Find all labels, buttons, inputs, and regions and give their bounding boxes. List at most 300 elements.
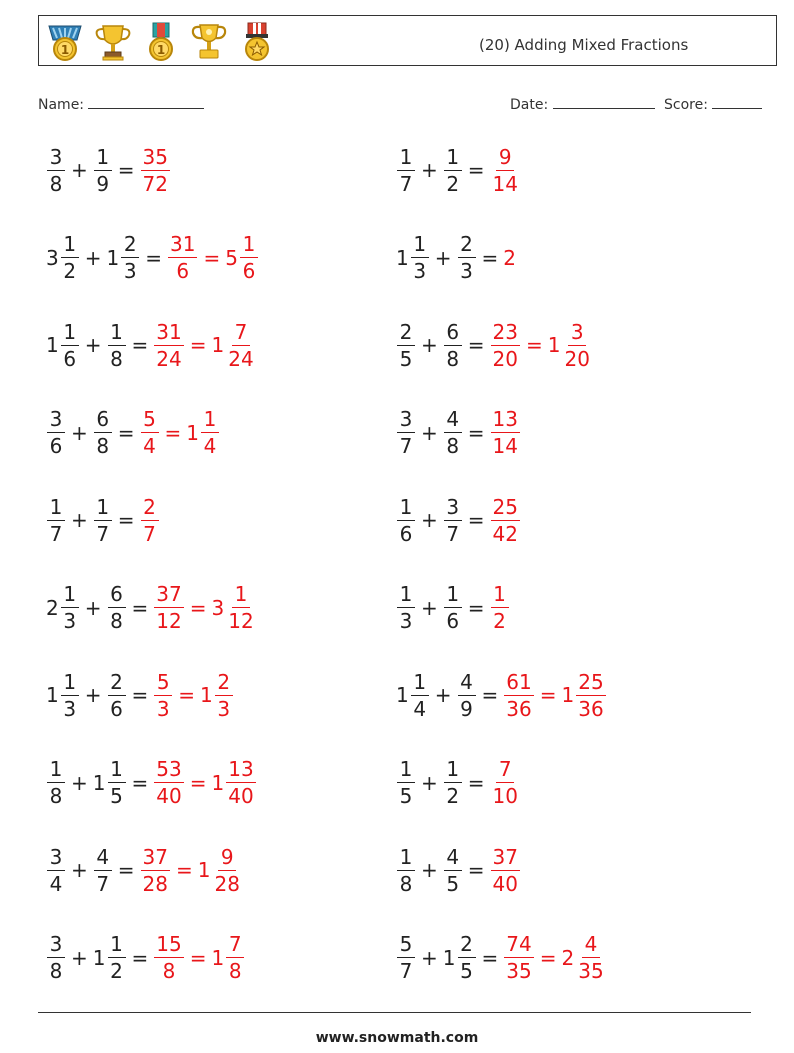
numerator: 1 xyxy=(61,584,79,608)
fraction xyxy=(61,319,79,371)
footer-url: www.snowmath.com xyxy=(315,1030,479,1046)
denominator: 8 xyxy=(446,346,460,371)
denominator: 3 xyxy=(217,696,231,721)
fraction xyxy=(397,494,415,546)
fraction xyxy=(444,144,462,196)
whole-number: 1 xyxy=(92,945,106,970)
fraction xyxy=(458,669,476,721)
numerator: 1 xyxy=(108,934,126,958)
answer-fraction xyxy=(491,494,520,546)
fraction xyxy=(47,144,65,196)
answer-mixed xyxy=(211,584,256,631)
numerator: 5 xyxy=(397,934,415,958)
numerator: 9 xyxy=(496,147,514,171)
fraction xyxy=(212,844,241,896)
denominator: 7 xyxy=(399,959,413,983)
plus-sign: + xyxy=(84,683,102,707)
denominator: 3 xyxy=(63,696,77,721)
numerator: 31 xyxy=(170,232,196,256)
answer-mixed xyxy=(547,319,593,371)
answer xyxy=(490,844,521,896)
fraction xyxy=(226,319,255,371)
numerator: 4 xyxy=(444,847,462,871)
trophy-cup-icon xyxy=(187,20,231,64)
answer-fraction xyxy=(154,584,183,631)
fraction xyxy=(458,934,476,981)
whole-number: 1 xyxy=(561,683,575,707)
denominator: 8 xyxy=(228,959,242,983)
answer-equals-sign: = xyxy=(203,245,221,270)
denominator: 4 xyxy=(203,434,217,458)
denominator: 12 xyxy=(228,609,254,633)
numerator: 13 xyxy=(228,757,254,781)
numerator: 1 xyxy=(47,759,65,783)
denominator: 6 xyxy=(242,259,256,283)
addend-a xyxy=(46,669,80,721)
denominator: 10 xyxy=(492,784,518,808)
addend-b xyxy=(443,584,463,631)
answer-fraction xyxy=(491,759,520,806)
numerator: 23 xyxy=(492,319,518,344)
whole-number: 2 xyxy=(561,945,575,970)
denominator: 5 xyxy=(460,959,473,983)
denominator: 8 xyxy=(162,959,176,983)
denominator: 3 xyxy=(123,259,137,283)
answer-mixed xyxy=(561,669,606,721)
plus-sign: + xyxy=(421,595,438,620)
equals-sign: = xyxy=(131,770,149,795)
fraction xyxy=(397,409,415,456)
answer-equals-sign: = xyxy=(175,858,193,882)
fraction xyxy=(94,494,112,546)
numerator: 37 xyxy=(492,844,518,869)
answer xyxy=(153,934,245,981)
answer-fraction xyxy=(168,234,197,281)
whole-number: 1 xyxy=(46,683,59,707)
numerator: 2 xyxy=(458,934,476,958)
addend-a xyxy=(46,319,80,371)
fraction xyxy=(47,409,65,456)
addend-a xyxy=(396,669,430,721)
numerator: 3 xyxy=(47,409,65,433)
equals-sign: = xyxy=(131,945,149,970)
score-label: Score: xyxy=(664,97,708,113)
addend-a xyxy=(46,759,66,806)
answer-mixed xyxy=(211,319,256,371)
fraction xyxy=(444,584,462,631)
problem-item xyxy=(46,840,243,900)
fraction xyxy=(444,409,462,456)
denominator: 40 xyxy=(156,784,182,808)
numerator: 13 xyxy=(492,407,518,431)
numerator: 1 xyxy=(397,147,415,171)
numerator: 1 xyxy=(240,234,258,258)
numerator: 4 xyxy=(458,672,476,696)
equals-sign: = xyxy=(467,770,485,795)
addend-a xyxy=(396,759,416,806)
addend-a xyxy=(46,584,80,631)
denominator: 3 xyxy=(63,609,77,633)
plus-sign: + xyxy=(71,158,88,182)
answer-fraction xyxy=(154,319,183,371)
answer-fraction xyxy=(141,409,159,456)
fraction xyxy=(397,144,415,196)
addend-b xyxy=(457,669,477,721)
whole-number: 1 xyxy=(442,945,456,970)
date-line xyxy=(553,93,655,109)
whole-number: 1 xyxy=(396,245,409,270)
answer xyxy=(153,319,256,371)
denominator: 40 xyxy=(228,784,254,808)
addend-b xyxy=(443,494,463,546)
addend-b xyxy=(443,409,463,456)
footer-divider xyxy=(38,1012,751,1013)
numerator: 74 xyxy=(506,932,532,956)
addend-a xyxy=(396,584,416,631)
plus-sign: + xyxy=(84,245,102,270)
answer xyxy=(490,494,521,546)
numerator: 35 xyxy=(142,144,168,169)
equals-sign: = xyxy=(481,945,499,970)
numerator: 1 xyxy=(444,759,462,783)
addend-b xyxy=(443,759,463,806)
numerator: 6 xyxy=(444,322,462,346)
answer-whole: 2 xyxy=(503,245,516,270)
numerator: 1 xyxy=(201,409,219,433)
denominator: 8 xyxy=(110,346,123,371)
equals-sign: = xyxy=(131,333,149,357)
denominator: 6 xyxy=(49,434,63,458)
addend-b xyxy=(457,234,477,281)
problem-item xyxy=(396,578,510,638)
fraction xyxy=(226,759,255,806)
name-field xyxy=(38,93,204,113)
addend-a xyxy=(396,934,416,981)
addend-b xyxy=(93,409,113,456)
denominator: 2 xyxy=(493,609,506,633)
denominator: 7 xyxy=(96,871,110,896)
addend-a xyxy=(396,144,416,196)
denominator: 35 xyxy=(578,959,604,983)
equals-sign: = xyxy=(481,245,499,270)
problem-item xyxy=(46,490,160,550)
answer-fraction xyxy=(141,494,159,546)
numerator: 3 xyxy=(47,847,65,871)
numerator: 7 xyxy=(226,934,244,958)
plus-sign: + xyxy=(421,945,438,970)
equals-sign: = xyxy=(145,245,162,270)
answer-fraction xyxy=(504,669,533,721)
answer-fraction xyxy=(491,144,520,196)
plus-sign: + xyxy=(84,333,102,357)
equals-sign: = xyxy=(117,158,135,182)
worksheet-title: (20) Adding Mixed Fractions xyxy=(479,36,689,54)
denominator: 35 xyxy=(506,959,532,983)
numerator: 1 xyxy=(61,322,79,346)
numerator: 6 xyxy=(108,584,126,608)
fraction xyxy=(226,584,255,631)
star-medal-icon xyxy=(235,20,279,64)
numerator: 7 xyxy=(232,322,250,346)
denominator: 2 xyxy=(110,959,123,983)
fraction xyxy=(215,669,233,721)
problem-item xyxy=(46,403,220,463)
numerator: 1 xyxy=(411,234,429,258)
answer-mixed xyxy=(197,844,243,896)
equals-sign: = xyxy=(481,683,499,707)
numerator: 5 xyxy=(154,672,172,696)
numerator: 1 xyxy=(61,672,79,696)
denominator: 3 xyxy=(156,696,170,721)
whole-number: 1 xyxy=(547,333,561,357)
denominator: 2 xyxy=(63,259,77,283)
fraction xyxy=(94,409,112,456)
numerator: 9 xyxy=(218,847,236,871)
denominator: 9 xyxy=(460,696,473,721)
whole-number: 3 xyxy=(46,245,59,270)
addend-a xyxy=(46,144,66,196)
numerator: 31 xyxy=(156,319,182,344)
denominator: 9 xyxy=(96,171,110,196)
denominator: 6 xyxy=(63,346,77,371)
plus-sign: + xyxy=(434,245,452,270)
denominator: 6 xyxy=(399,521,413,546)
numerator: 3 xyxy=(47,934,65,958)
answer-mixed xyxy=(211,759,256,806)
fraction xyxy=(47,494,65,546)
numerator: 4 xyxy=(444,409,462,433)
addend-b xyxy=(107,669,127,721)
equals-sign: = xyxy=(467,333,485,357)
answer-fraction xyxy=(504,934,533,981)
denominator: 7 xyxy=(399,434,413,458)
fraction xyxy=(444,844,462,896)
whole-number: 1 xyxy=(396,683,409,707)
medal-icon xyxy=(139,20,183,64)
problem-item xyxy=(46,753,257,813)
answer-equals-sign: = xyxy=(178,683,196,707)
numerator: 3 xyxy=(568,322,586,346)
problem-item xyxy=(46,315,257,375)
numerator: 15 xyxy=(156,932,182,956)
numerator: 2 xyxy=(108,672,126,696)
problem-item xyxy=(396,928,607,988)
numerator: 37 xyxy=(156,582,182,606)
answer-mixed xyxy=(186,409,220,456)
whole-number: 2 xyxy=(46,595,59,620)
answer-fraction xyxy=(154,934,183,981)
denominator: 5 xyxy=(446,871,460,896)
fraction xyxy=(94,844,112,896)
denominator: 7 xyxy=(49,521,63,546)
numerator: 3 xyxy=(444,497,462,521)
plus-sign: + xyxy=(71,945,88,970)
numerator: 2 xyxy=(141,497,159,521)
score-line xyxy=(712,93,762,109)
answer xyxy=(490,584,510,631)
numerator: 2 xyxy=(215,672,233,696)
medal-ribbon-icon xyxy=(43,20,87,64)
svg-text:1: 1 xyxy=(60,43,70,57)
denominator: 12 xyxy=(156,609,182,633)
fraction xyxy=(444,759,462,806)
denominator: 5 xyxy=(399,346,413,371)
whole-number: 1 xyxy=(211,770,225,795)
answer xyxy=(503,934,606,981)
numerator: 53 xyxy=(156,757,182,781)
plus-sign: + xyxy=(421,333,438,357)
plus-sign: + xyxy=(84,595,102,620)
trophy-icon xyxy=(91,20,135,64)
addend-a xyxy=(396,494,416,546)
fraction xyxy=(201,409,219,456)
whole-number: 1 xyxy=(186,420,200,445)
answer-fraction xyxy=(491,584,509,631)
addend-b xyxy=(443,144,463,196)
numerator: 3 xyxy=(397,409,415,433)
problem-item xyxy=(46,140,171,200)
denominator: 3 xyxy=(460,259,473,283)
fraction xyxy=(108,934,126,981)
addend-b xyxy=(107,584,127,631)
name-label: Name: xyxy=(38,97,85,113)
answer-equals-sign: = xyxy=(189,770,207,795)
numerator: 1 xyxy=(491,584,509,608)
numerator: 1 xyxy=(444,584,462,608)
answer-fraction xyxy=(154,669,172,721)
numerator: 2 xyxy=(397,322,415,346)
fraction xyxy=(397,319,415,371)
answer xyxy=(153,669,234,721)
answer xyxy=(140,144,171,196)
numerator: 1 xyxy=(411,672,429,696)
answer xyxy=(490,144,521,196)
denominator: 40 xyxy=(492,871,518,896)
answer xyxy=(490,319,593,371)
fraction xyxy=(47,844,65,896)
answer-fraction xyxy=(491,409,520,456)
problem-item xyxy=(396,753,521,813)
numerator: 1 xyxy=(397,847,415,871)
plus-sign: + xyxy=(421,858,438,882)
denominator: 14 xyxy=(492,434,518,458)
fraction xyxy=(47,759,65,806)
denominator: 36 xyxy=(506,696,532,721)
numerator: 1 xyxy=(94,147,112,171)
date-label: Date: xyxy=(510,97,549,113)
denominator: 6 xyxy=(446,609,460,633)
whole-number: 1 xyxy=(200,683,213,707)
denominator: 42 xyxy=(492,521,518,546)
denominator: 2 xyxy=(446,171,460,196)
fraction xyxy=(397,844,415,896)
answer-fraction xyxy=(141,144,170,196)
addend-a xyxy=(46,494,66,546)
fraction xyxy=(108,319,126,371)
answer-equals-sign: = xyxy=(164,420,182,445)
numerator: 4 xyxy=(582,934,600,958)
numerator: 6 xyxy=(94,409,112,433)
answer-fraction xyxy=(491,319,520,371)
denominator: 8 xyxy=(49,171,63,196)
numerator: 2 xyxy=(458,234,476,258)
equals-sign: = xyxy=(131,595,149,620)
answer xyxy=(490,409,521,456)
answer-mixed xyxy=(211,934,245,981)
plus-sign: + xyxy=(434,683,452,707)
denominator: 6 xyxy=(176,259,190,283)
denominator: 4 xyxy=(413,696,427,721)
denominator: 8 xyxy=(96,434,110,458)
addend-b xyxy=(93,934,127,981)
answer-fraction xyxy=(154,759,183,806)
denominator: 7 xyxy=(143,521,156,546)
denominator: 7 xyxy=(446,521,460,546)
plus-sign: + xyxy=(421,420,438,445)
answer-equals-sign: = xyxy=(189,595,207,620)
answer-fraction xyxy=(141,844,170,896)
answer-mixed xyxy=(225,234,259,281)
whole-number: 1 xyxy=(211,333,225,357)
whole-number: 3 xyxy=(211,595,225,620)
numerator: 1 xyxy=(444,147,462,171)
answer xyxy=(153,759,256,806)
numerator: 25 xyxy=(578,669,604,694)
equals-sign: = xyxy=(117,420,135,445)
denominator: 8 xyxy=(49,784,63,808)
problem-item xyxy=(396,315,593,375)
fraction xyxy=(444,494,462,546)
whole-number: 5 xyxy=(225,245,238,270)
addend-a xyxy=(396,234,430,281)
plus-sign: + xyxy=(421,158,438,182)
denominator: 3 xyxy=(399,609,413,633)
fraction xyxy=(411,234,429,281)
whole-number: 1 xyxy=(46,333,59,357)
whole-number: 1 xyxy=(211,945,225,970)
fraction xyxy=(397,934,415,981)
award-icons xyxy=(43,20,279,64)
answer-equals-sign: = xyxy=(189,945,207,970)
numerator: 1 xyxy=(397,759,415,783)
numerator: 2 xyxy=(121,234,139,258)
answer xyxy=(140,844,243,896)
answer xyxy=(140,494,160,546)
numerator: 37 xyxy=(142,844,168,869)
addend-b xyxy=(93,494,113,546)
fraction xyxy=(411,669,429,721)
addend-b xyxy=(93,144,113,196)
denominator: 8 xyxy=(446,434,460,458)
denominator: 28 xyxy=(142,871,168,896)
answer xyxy=(167,234,259,281)
plus-sign: + xyxy=(71,770,88,795)
problem-item xyxy=(396,665,607,725)
denominator: 20 xyxy=(492,346,518,371)
addend-a xyxy=(46,844,66,896)
fraction xyxy=(576,934,605,981)
addend-a xyxy=(46,409,66,456)
plus-sign: + xyxy=(71,508,88,532)
equals-sign: = xyxy=(467,158,485,182)
problem-item xyxy=(396,840,521,900)
denominator: 20 xyxy=(564,346,590,371)
addend-a xyxy=(396,844,416,896)
denominator: 28 xyxy=(214,871,240,896)
fraction xyxy=(61,584,79,631)
denominator: 14 xyxy=(492,171,518,196)
answer-equals-sign: = xyxy=(539,683,557,707)
